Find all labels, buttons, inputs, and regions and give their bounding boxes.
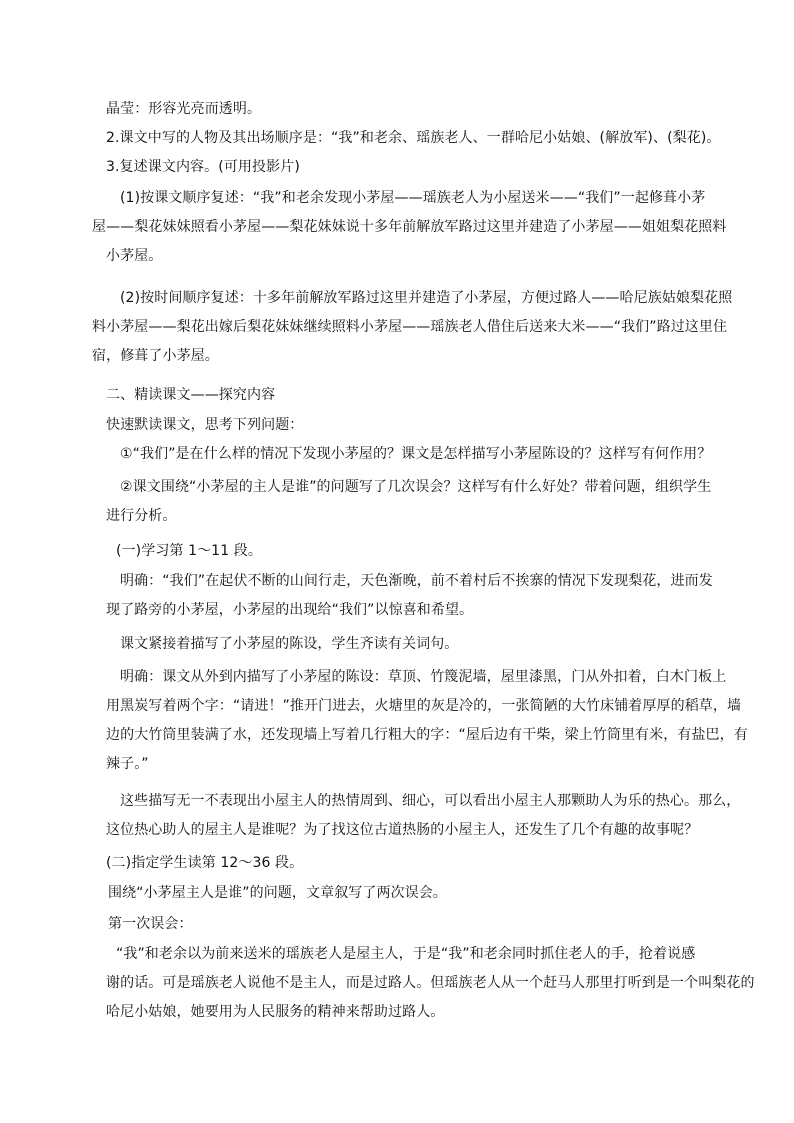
text-line: 二、精读课文——探究内容: [106, 387, 276, 403]
text-line: 快速默读课文，思考下列问题：: [106, 417, 304, 433]
paragraph-clarify-furnishings: [106, 663, 746, 779]
text-line: 这位热心助人的屋主人是谁呢？为了找这位古道热肠的小屋主人，还发生了几个有趣的故事呢？: [106, 822, 699, 838]
text-line: 课文紧接着描写了小茅屋的陈设，学生齐读有关词句。: [120, 636, 459, 652]
text-line: 边的大竹筒里装满了水，还发现墙上写着几行粗大的字：“屋后边有干柴，梁上竹筒里有米，有盐巴，有: [106, 727, 748, 743]
paragraph-two-misunderstandings: [108, 879, 748, 908]
text-line: 2.课文中写的人物及其出场顺序是：“我”和老余、瑶族老人、一群哈尼小姑娘、(解放军)、(梨花)。: [106, 130, 721, 146]
text-line: 晶莹：形容光亮而透明。: [106, 101, 262, 117]
paragraph-definition: [106, 95, 746, 124]
text-line: (二)指定学生读第 12～36 段。: [106, 855, 304, 871]
text-line: 进行分析。: [106, 508, 177, 524]
paragraph-clarify-discovery: [106, 567, 746, 625]
question-two: [106, 473, 760, 531]
paragraph-characters: [106, 124, 746, 153]
text-line: 明确：课文从外到内描写了小茅屋的陈设：草顶、竹篾泥墙，屋里漆黑，门从外扣着，白木门板上: [120, 669, 727, 685]
paragraph-first-misunderstanding-heading: [108, 910, 748, 939]
subsection-two-heading: [106, 849, 746, 878]
text-line: 谢的话。可是瑶族老人说他不是主人，而是过路人。但瑶族老人从一个赶马人那里打听到是一个叫梨花的: [106, 975, 755, 991]
text-line: 这些描写无一不表现出小屋主人的热情周到、细心，可以看出小屋主人那颗助人为乐的热心。那么，: [120, 793, 741, 809]
paragraph-retell-time: [92, 284, 746, 371]
text-line: ②课文围绕“小茅屋的主人是谁”的问题写了几次误会？这样写有什么好处？带着问题，组织学生: [120, 479, 712, 495]
paragraph-retell-heading: [106, 153, 746, 182]
paragraph-instruction: [106, 411, 746, 440]
text-line: (1)按课文顺序复述：“我”和老余发现小茅屋——瑶族老人为小屋送米——“我们”一起修葺小茅: [120, 190, 706, 206]
text-line: 第一次误会：: [108, 916, 193, 932]
text-line: (2)按时间顺序复述：十多年前解放军路过这里并建造了小茅屋，方便过路人——哈尼族姑娘梨花照: [120, 290, 733, 306]
text-line: 辣子。”: [106, 756, 149, 772]
text-line: 料小茅屋——梨花出嫁后梨花妹妹继续照料小茅屋——瑶族老人借住后送来大米——“我们”路过这里住: [92, 319, 728, 335]
text-line: 哈尼小姑娘，她要用为人民服务的精神来帮助过路人。: [106, 1004, 445, 1020]
text-line: 小茅屋。: [106, 248, 163, 264]
text-line: 屋——梨花妹妹照看小茅屋——梨花妹妹说十多年前解放军路过这里并建造了小茅屋——姐姐梨花照料: [92, 219, 727, 235]
text-line: 明确：“我们”在起伏不断的山间行走，天色渐晚，前不着村后不挨寨的情况下发现梨花，进而发: [120, 573, 713, 589]
question-one: [120, 440, 760, 469]
paragraph-furnishings: [120, 630, 760, 659]
paragraph-retell-order: [92, 184, 746, 271]
text-line: 围绕“小茅屋主人是谁”的问题，文章叙写了两次误会。: [108, 885, 448, 901]
text-line: 3.复述课文内容。(可用投影片): [106, 159, 300, 175]
text-line: “我”和老余以为前来送米的瑶族老人是屋主人，于是“我”和老余同时抓住老人的手，抢着说感: [116, 946, 696, 962]
section-heading-close-reading: [106, 381, 746, 410]
text-line: (一)学习第 1～11 段。: [116, 543, 262, 559]
text-line: ①“我们”是在什么样的情况下发现小茅屋的？课文是怎样描写小茅屋陈设的？这样写有何作用？: [120, 446, 712, 462]
text-line: 宿，修葺了小茅屋。: [92, 348, 219, 364]
subsection-one-heading: [116, 537, 756, 566]
paragraph-host-kindness: [106, 787, 746, 845]
paragraph-first-misunderstanding: [106, 940, 755, 1027]
text-line: 现了路旁的小茅屋，小茅屋的出现给“我们”以惊喜和希望。: [106, 602, 474, 618]
text-line: 用黑炭写着两个字：“请进！”推开门进去，火塘里的灰是冷的，一张简陋的大竹床铺着厚厚的稻草，墙: [106, 698, 742, 714]
